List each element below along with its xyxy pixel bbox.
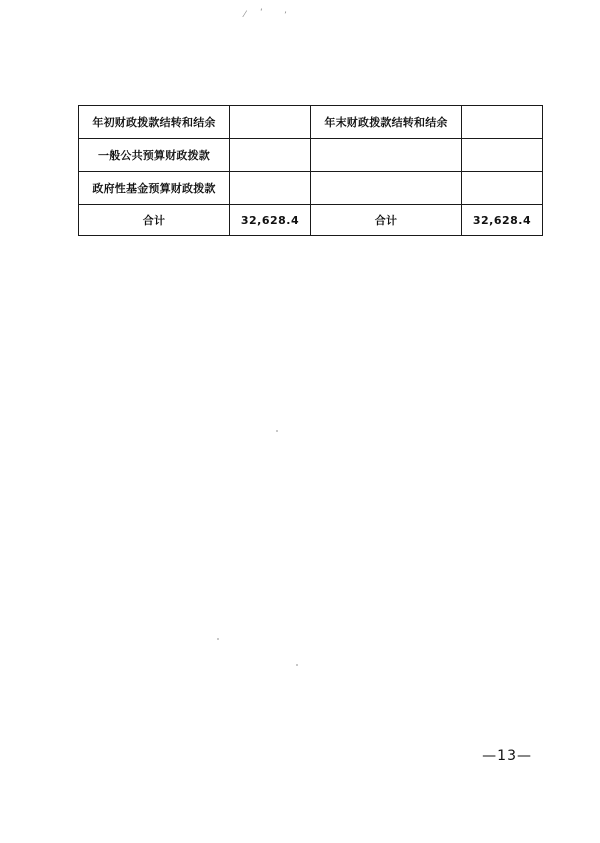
row-value-right <box>462 106 543 139</box>
page-number: —13— <box>482 748 532 764</box>
artifact-mark-2: ʻ <box>260 8 263 18</box>
row-label-left: 政府性基金预算财政拨款 <box>79 172 230 205</box>
row-value-right <box>462 139 543 172</box>
table-row-total <box>79 205 543 236</box>
row-label-right <box>311 172 462 205</box>
row-label-left: 一般公共预算财政拨款 <box>79 139 230 172</box>
row-label-left: 年初财政拨款结转和结余 <box>79 106 230 139</box>
scan-artifacts-top <box>244 8 304 24</box>
table-row <box>79 172 543 205</box>
artifact-mark-1: ⁄ <box>244 10 246 20</box>
total-label-right: 合计 <box>311 205 462 236</box>
scan-speckle <box>217 638 219 640</box>
row-value-left <box>230 106 311 139</box>
table-row <box>79 139 543 172</box>
row-value-left <box>230 172 311 205</box>
row-value-left <box>230 139 311 172</box>
row-value-right <box>462 172 543 205</box>
scan-speckle <box>276 430 278 432</box>
total-value-left: 32,628.4 <box>230 205 311 236</box>
financial-allocation-table <box>78 105 532 236</box>
total-value-right: 32,628.4 <box>462 205 543 236</box>
total-label-left: 合计 <box>79 205 230 236</box>
row-label-right <box>311 139 462 172</box>
table-row <box>79 106 543 139</box>
row-label-right: 年末财政拨款结转和结余 <box>311 106 462 139</box>
scan-speckle <box>296 664 298 666</box>
artifact-mark-3: ʼ <box>284 11 287 21</box>
